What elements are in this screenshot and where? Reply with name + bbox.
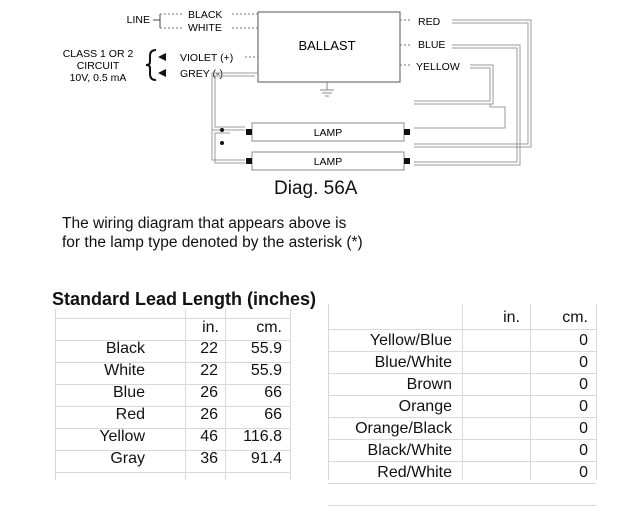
white-label: WHITE [188,22,222,34]
table-row-name: Red [115,406,145,423]
left-table-vline [290,309,291,480]
table-row-cm: 66 [264,406,282,423]
wiring-diagram [0,0,640,200]
black-label: BLACK [188,9,223,21]
circuit-brace [146,50,156,80]
grey-label: GREY (-) [180,68,223,80]
table-row-in: 22 [200,340,218,357]
table-row-name: Orange/Black [355,420,452,437]
table-row-cm: 0 [579,464,588,481]
left-col-in-header: in. [202,319,219,336]
table-row-in: 36 [200,450,218,467]
table-row-cm: 116.8 [243,428,282,445]
table-row-name: Red/White [377,464,452,481]
table-row-name: Blue [112,384,145,401]
left-table-hline [55,472,290,473]
circuit-line1: CLASS 1 OR 2 [62,48,134,60]
description-line-1: The wiring diagram that appears above is [62,215,347,232]
table-row-name: Black [105,340,145,357]
table-row-cm: 55.9 [250,340,282,357]
lamp1-pin-left [246,129,252,135]
lamp1-label: LAMP [313,127,343,139]
circuit-line2: CIRCUIT [76,60,120,72]
table-row-in: 22 [200,362,218,379]
description-line-2: for the lamp type denoted by the asterisk (*) [62,234,363,251]
right-table-hline [328,417,596,418]
table-row-name: Orange [398,398,452,415]
right-table-vline [462,304,463,480]
grey-arrow [158,69,166,77]
right-col-in-header: in. [503,309,520,326]
right-table-hline [328,439,596,440]
table-row-cm: 0 [579,442,588,459]
table-row-name: Gray [110,450,145,467]
table-row-cm: 66 [264,384,282,401]
violet-arrow [158,53,166,61]
table-row-cm: 0 [579,398,588,415]
left-col-cm-header: cm. [256,319,282,336]
lamp2-pin-left [246,158,252,164]
right-table-hline [328,373,596,374]
table-row-cm: 55.9 [250,362,282,379]
diagram-caption: Diag. 56A [274,178,358,199]
table-row-name: Blue/White [374,354,452,371]
right-table-hline [328,461,596,462]
right-col-cm-header: cm. [562,309,588,326]
lamp2-pin-right [404,158,410,164]
table-row-in: 26 [200,406,218,423]
right-table-hline [328,329,596,330]
yellow-wire-run [414,65,505,128]
table-row-cm: 0 [579,376,588,393]
left-wire-run [212,73,258,163]
table-row-cm: 0 [579,332,588,349]
junction-dot [220,128,224,132]
violet-label: VIOLET (+) [180,52,234,64]
table-row-cm: 0 [579,420,588,437]
right-table-vline [596,304,597,480]
table-row-name: Yellow [99,428,145,445]
yellow-label: YELLOW [416,61,460,73]
red-label: RED [418,16,441,28]
diagram-description [62,214,363,252]
line-label: LINE [126,14,150,26]
table-row-name: Brown [406,376,452,393]
lamp2-label: LAMP [313,156,343,168]
table-row-name: Yellow/Blue [369,332,452,349]
blue-label: BLUE [418,39,446,51]
right-table-hline [328,395,596,396]
right-table-hline [328,351,596,352]
table-row-name: Black/White [367,442,452,459]
table-row-in: 46 [200,428,218,445]
table-row-cm: 91.4 [250,450,282,467]
table-row-cm: 0 [579,354,588,371]
table-row-in: 26 [200,384,218,401]
lamp1-pin-right [404,129,410,135]
ballast-label: BALLAST [298,38,356,53]
circuit-line3: 10V, 0.5 mA [69,72,127,84]
table-row-name: White [104,362,145,379]
table-title: Standard Lead Length (inches) [52,289,317,309]
right-table-hline [328,483,596,484]
junction-dot-2 [220,141,224,145]
